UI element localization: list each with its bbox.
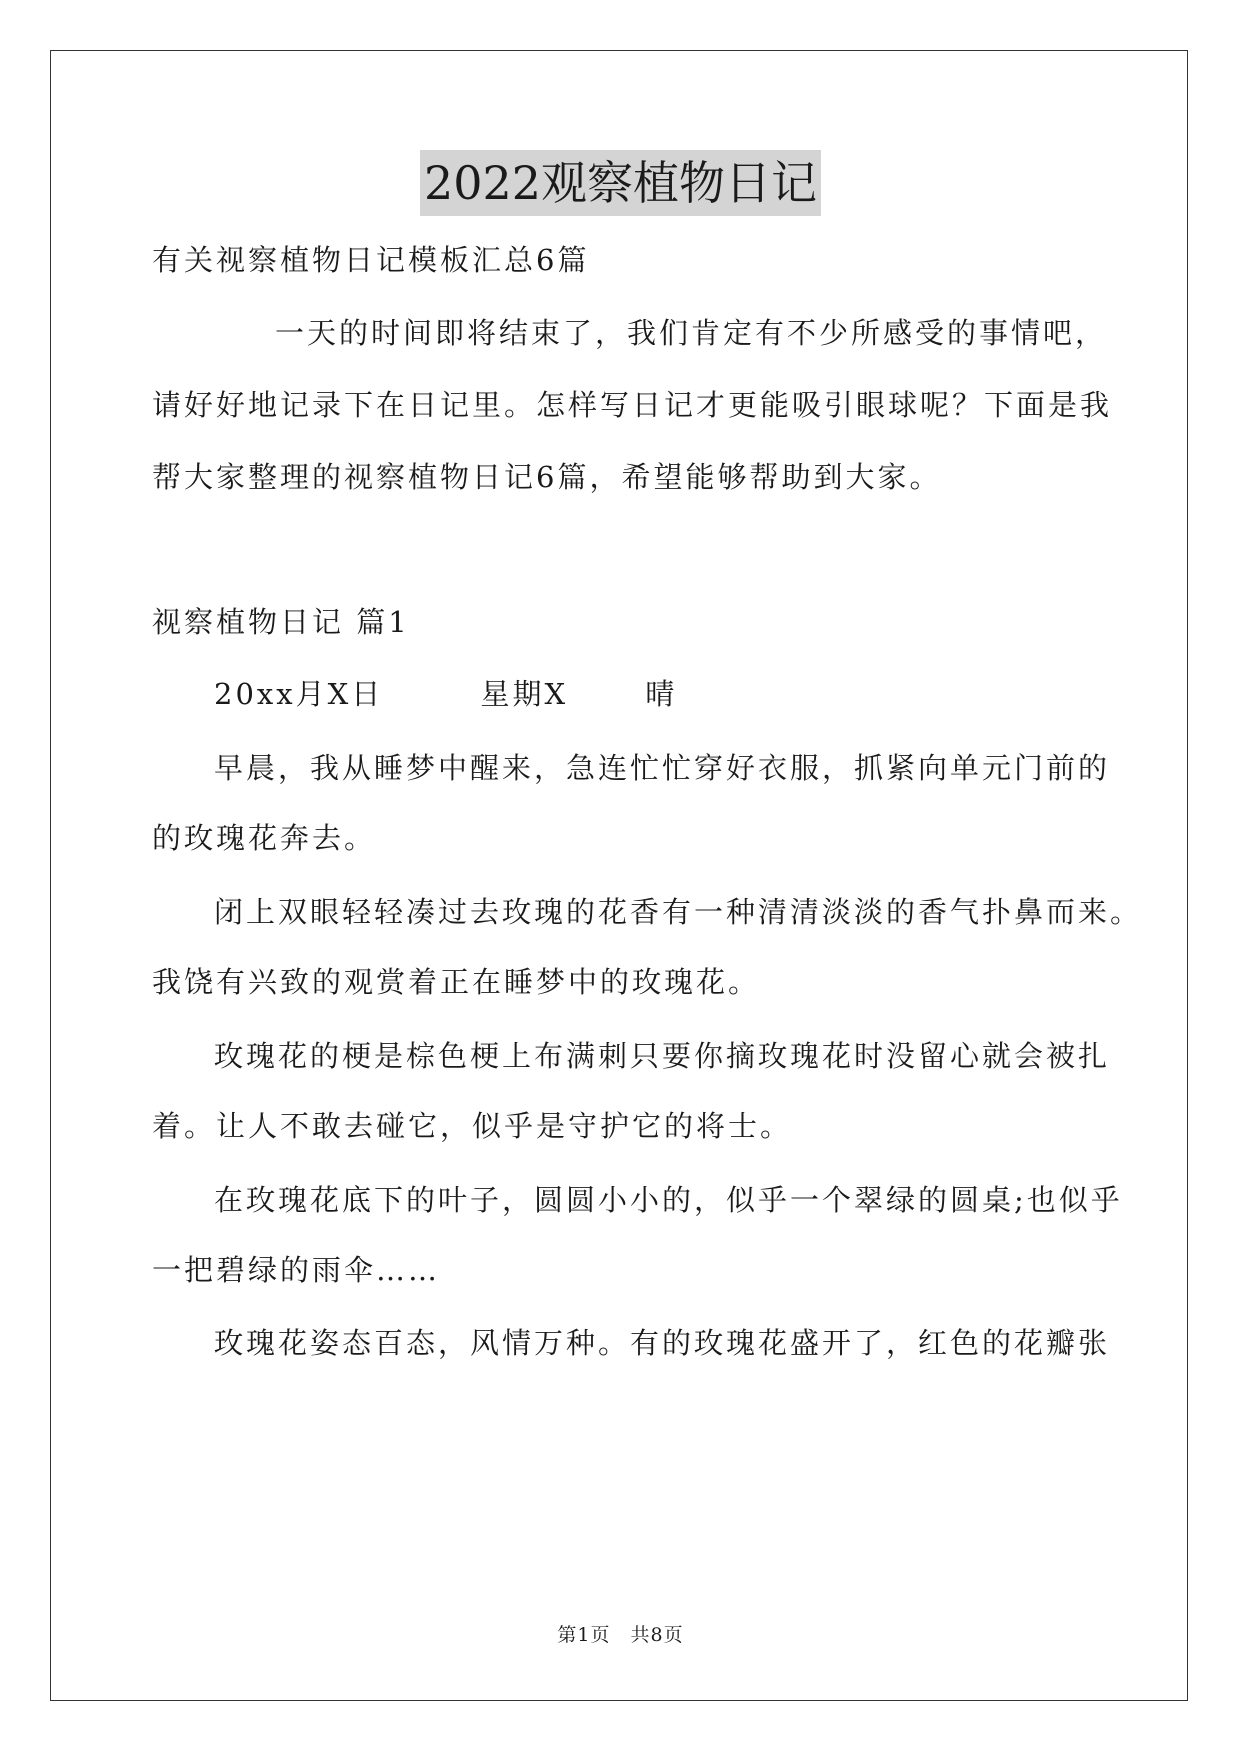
body-line: 早晨，我从睡梦中醒来，急连忙忙穿好衣服，抓紧向单元门前的 <box>214 751 1111 785</box>
date-line <box>214 674 677 714</box>
diary-weekday: 星期X <box>480 677 569 711</box>
body-line: 玫瑰花姿态百态，风情万种。有的玫瑰花盛开了，红色的花瓣张 <box>214 1326 1111 1360</box>
body-line: 玫瑰花的梗是棕色梗上布满刺只要你摘玫瑰花时没留心就会被扎 <box>214 1039 1111 1073</box>
body-line: 着。让人不敢去碰它，似乎是守护它的将士。 <box>152 1109 793 1143</box>
body-line: 一把碧绿的雨伞…… <box>152 1253 441 1287</box>
intro-line: 一天的时间即将结束了，我们肯定有不少所感受的事情吧， <box>275 316 1108 350</box>
title-container <box>0 150 1241 216</box>
page-number-footer: 第1页 共8页 <box>557 1624 684 1646</box>
diary-date: 20xx月X日 <box>214 677 384 711</box>
intro-line: 帮大家整理的视察植物日记6篇，希望能够帮助到大家。 <box>152 460 942 494</box>
body-line: 我饶有兴致的观赏着正在睡梦中的玫瑰花。 <box>152 965 761 999</box>
body-line: 的玫瑰花奔去。 <box>152 821 377 855</box>
body-line: 闭上双眼轻轻凑过去玫瑰的花香有一种清清淡淡的香气扑鼻而来。 <box>214 895 1143 929</box>
document-title: 2022观察植物日记 <box>420 150 821 216</box>
body-line: 在玫瑰花底下的叶子，圆圆小小的，似乎一个翠绿的圆桌;也似乎 <box>214 1183 1123 1217</box>
document-subtitle: 有关视察植物日记模板汇总6篇 <box>152 243 590 277</box>
diary-weather: 晴 <box>645 677 678 711</box>
section-heading: 视察植物日记 篇1 <box>152 605 410 639</box>
intro-line: 请好好地记录下在日记里。怎样写日记才更能吸引眼球呢？下面是我 <box>152 388 1113 422</box>
page-border <box>50 50 1188 1701</box>
